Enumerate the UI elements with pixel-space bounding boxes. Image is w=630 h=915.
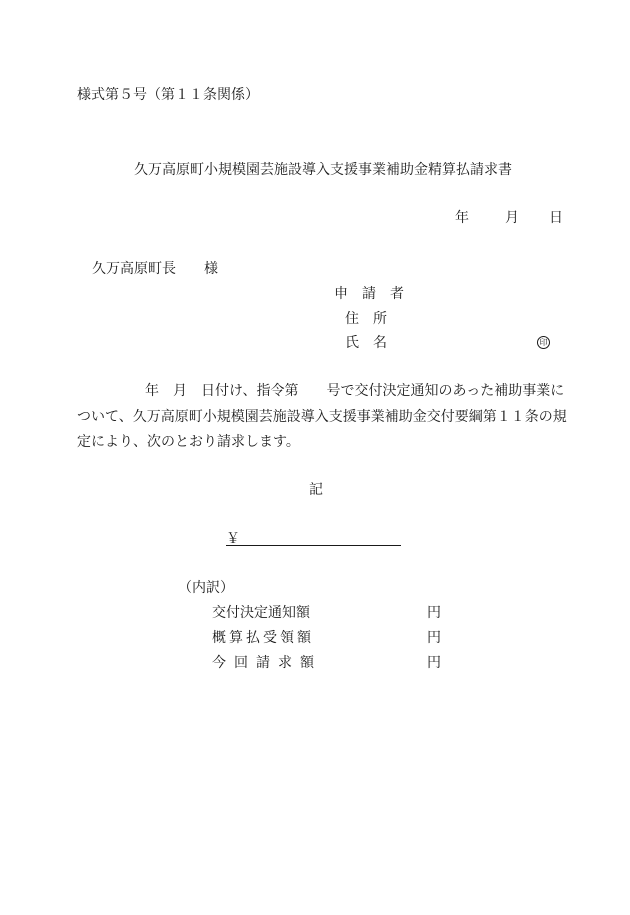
- addressee: 久万高原町長 様: [92, 261, 218, 277]
- date-day: 日: [549, 210, 563, 226]
- amount-underline: [226, 545, 401, 546]
- date-month: 月: [505, 210, 519, 226]
- applicant-label: 申 請 者: [334, 286, 404, 302]
- document-title: 久万高原町小規模園芸施設導入支援事業補助金精算払請求書: [134, 162, 512, 178]
- breakdown-unit-received: 円: [427, 630, 441, 646]
- body-line-1: 年 月 日付け、指令第 号で交付決定通知のあった補助事業に: [145, 383, 565, 399]
- ki-heading: 記: [309, 482, 323, 498]
- breakdown-label-received: 概算払受領額: [212, 630, 314, 646]
- address-label: 住 所: [345, 311, 387, 327]
- breakdown-label-decision: 交付決定通知額: [212, 605, 310, 621]
- breakdown-label-request: 今回請求額: [212, 655, 322, 671]
- breakdown-unit-request: 円: [427, 655, 441, 671]
- seal-mark: 印: [537, 336, 550, 349]
- yen-symbol: ￥: [226, 531, 240, 547]
- breakdown-heading: （内訳）: [178, 580, 234, 596]
- name-label: 氏 名: [345, 335, 387, 351]
- body-line-2: ついて、久万高原町小規模園芸施設導入支援事業補助金交付要綱第１１条の規: [77, 409, 567, 425]
- breakdown-unit-decision: 円: [427, 605, 441, 621]
- date-year: 年: [455, 210, 469, 226]
- form-number: 様式第５号（第１１条関係）: [77, 87, 259, 103]
- date-line: [455, 209, 563, 227]
- body-line-3: 定により、次のとおり請求します。: [77, 434, 300, 450]
